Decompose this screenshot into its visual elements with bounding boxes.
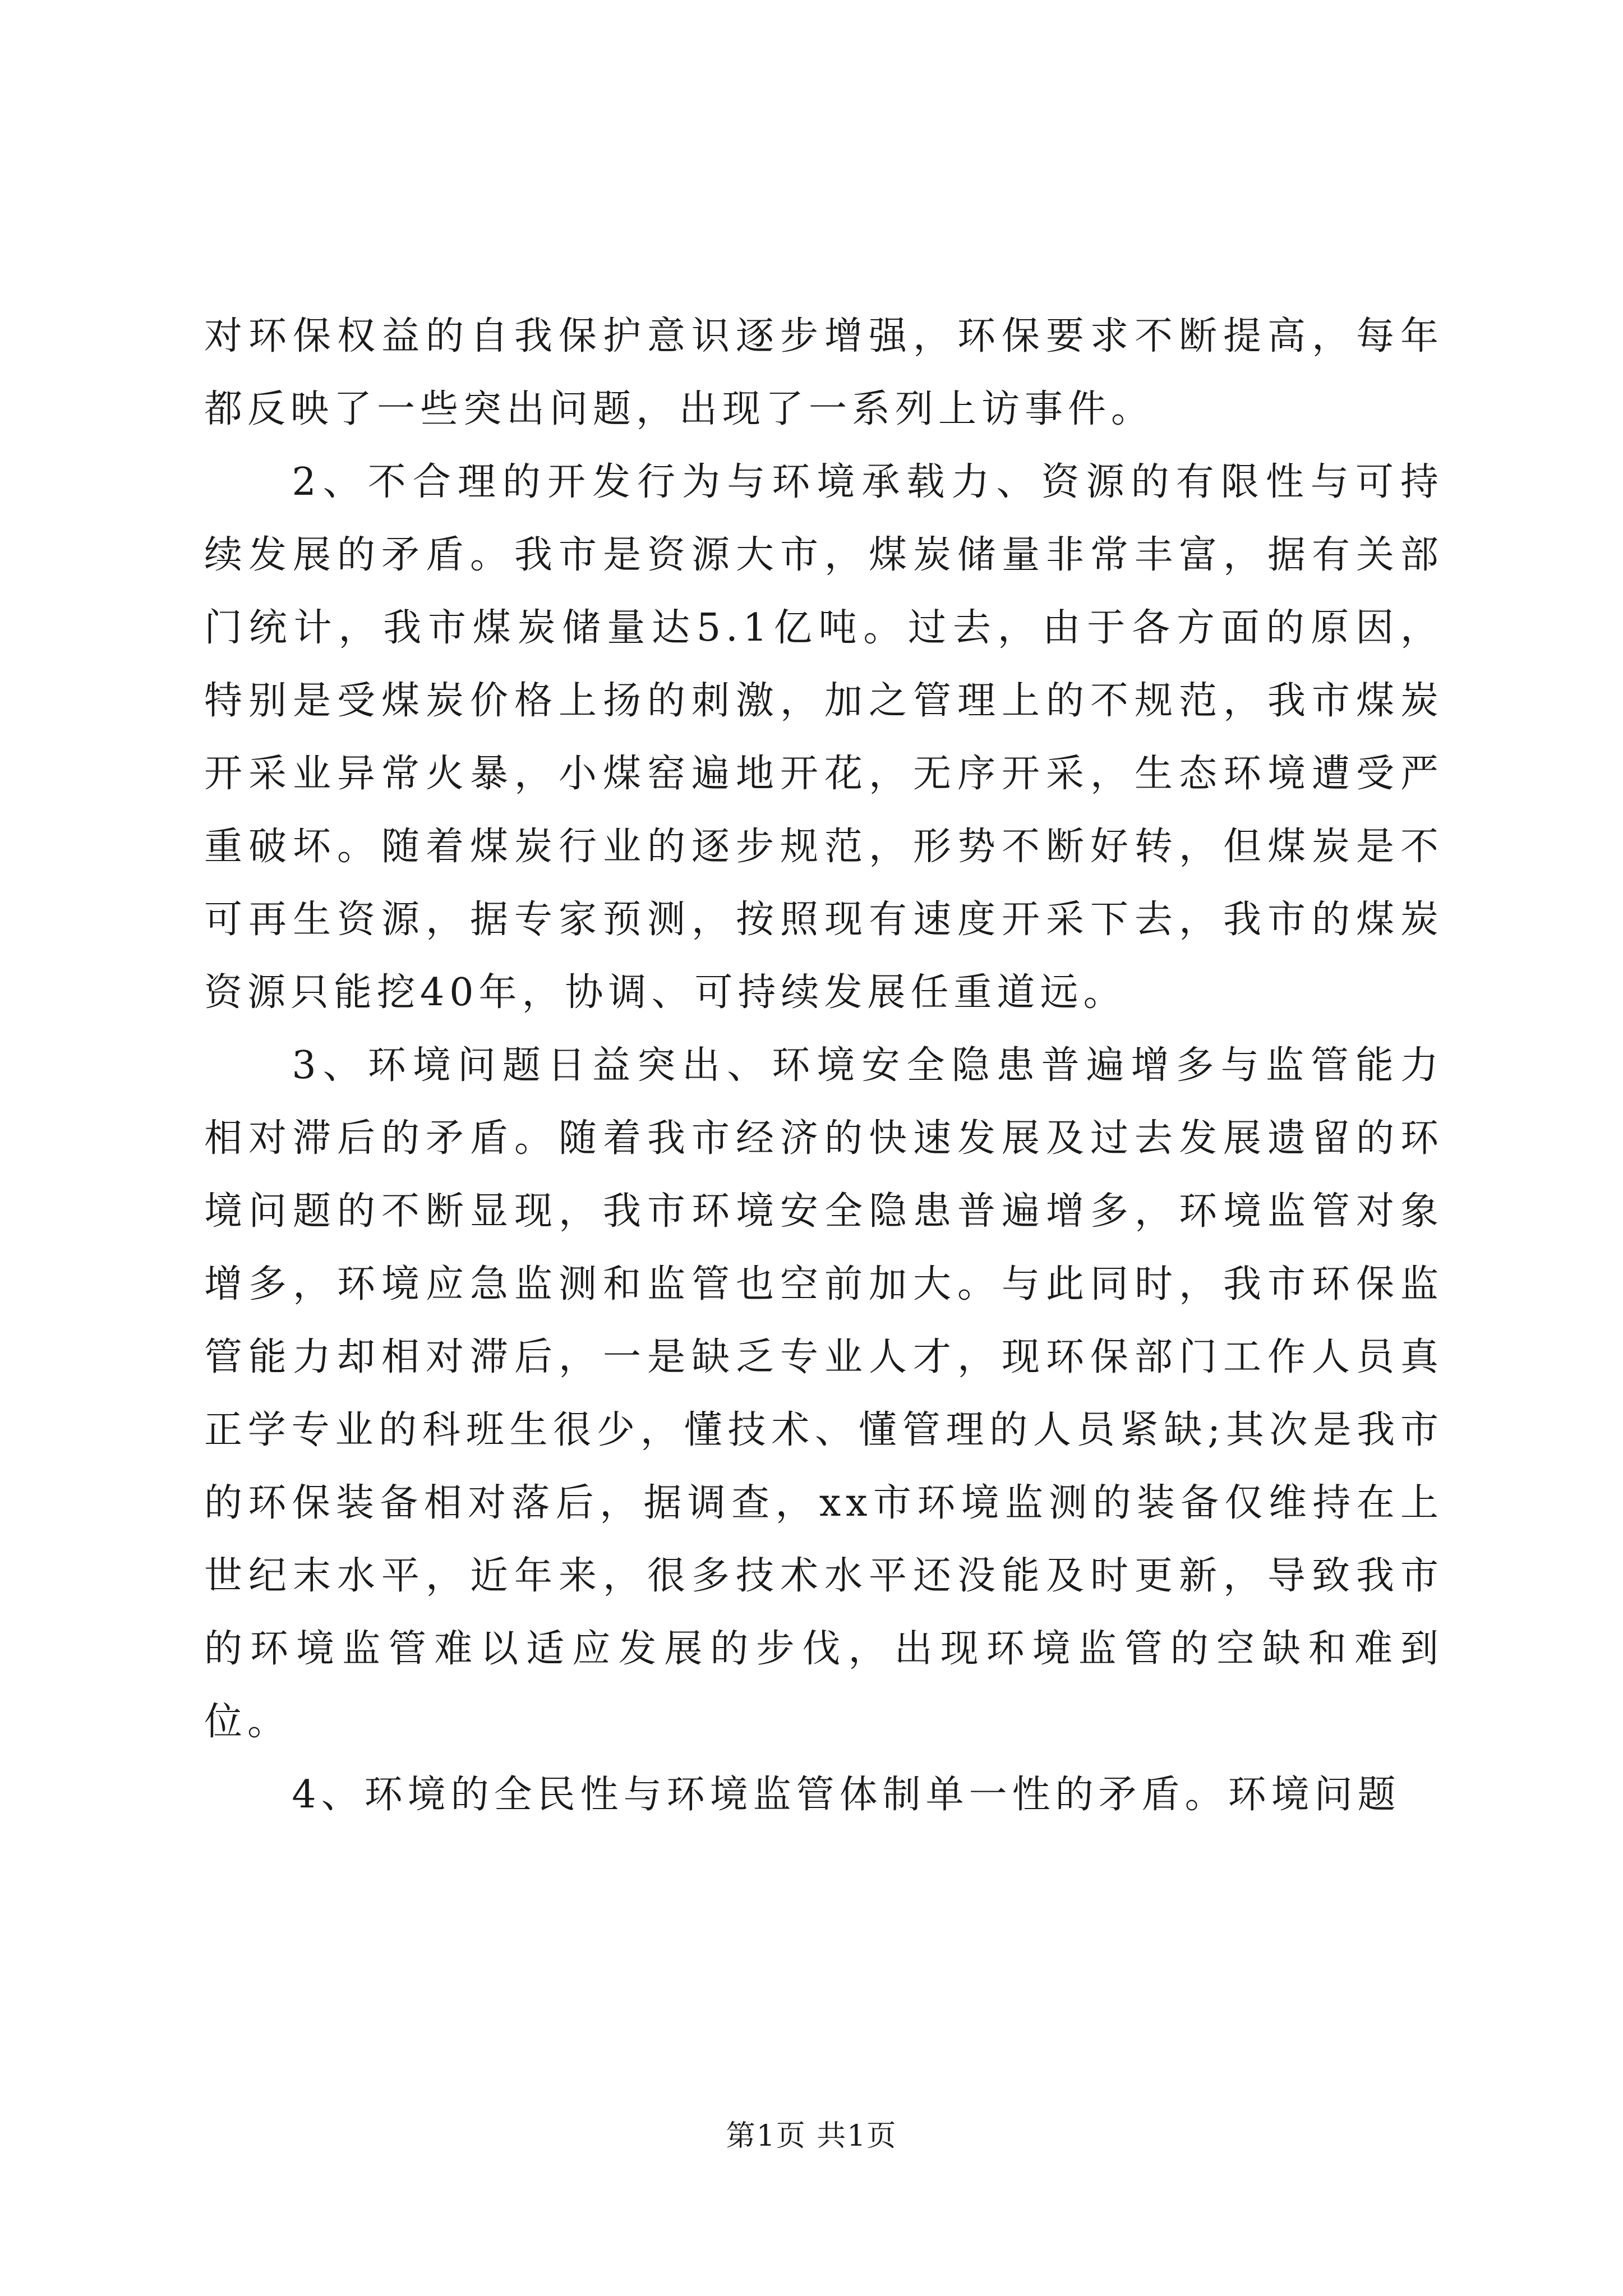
paragraph-continuation: 对环保权益的自我保护意识逐步增强，环保要求不断提高，每年都反映了一些突出问题，出现了一系列上访事件。 xyxy=(204,314,1444,431)
page-footer xyxy=(0,2112,1623,2154)
paragraph-item-2: 2、不合理的开发行为与环境承载力、资源的有限性与可持续发展的矛盾。我市是资源大市，煤炭储量非常丰富，据有关部门统计，我市煤炭储量达5.1亿吨。过去，由于各方面的原因，特别是受煤炭价格上扬的刺激，加之管理上的不规范，我市煤炭开采业异常火暴，小煤窑遍地开花，无序开采，生态环境遭受严重破坏。随着煤炭行业的逐步规范，形势不断好转，但煤炭是不可再生资源，据专家预测，按照现有速度开采下去，我市的煤炭资源只能挖40年，协调、可持续发展任重道远。 xyxy=(204,460,1444,1015)
document-body xyxy=(204,300,1444,1832)
paragraph-item-3: 3、环境问题日益突出、环境安全隐患普遍增多与监管能力相对滞后的矛盾。随着我市经济的快速发展及过去发展遗留的环境问题的不断显现，我市环境安全隐患普遍增多，环境监管对象增多，环境应急监测和监管也空前加大。与此同时，我市环保监管能力却相对滞后，一是缺乏专业人才，现环保部门工作人员真正学专业的科班生很少，懂技术、懂管理的人员紧缺;其次是我市的环保装备相对落后，据调查，xx市环境监测的装备仅维持在上世纪末水平，近年来，很多技术水平还没能及时更新，导致我市的环境监管难以适应发展的步伐，出现环境监管的空缺和难到位。 xyxy=(204,1043,1444,1744)
page-number-label: 第1页 共1页 xyxy=(726,2119,897,2153)
paragraph-item-4: 4、环境的全民性与环境监管体制单一性的矛盾。环境问题 xyxy=(292,1773,1401,1817)
